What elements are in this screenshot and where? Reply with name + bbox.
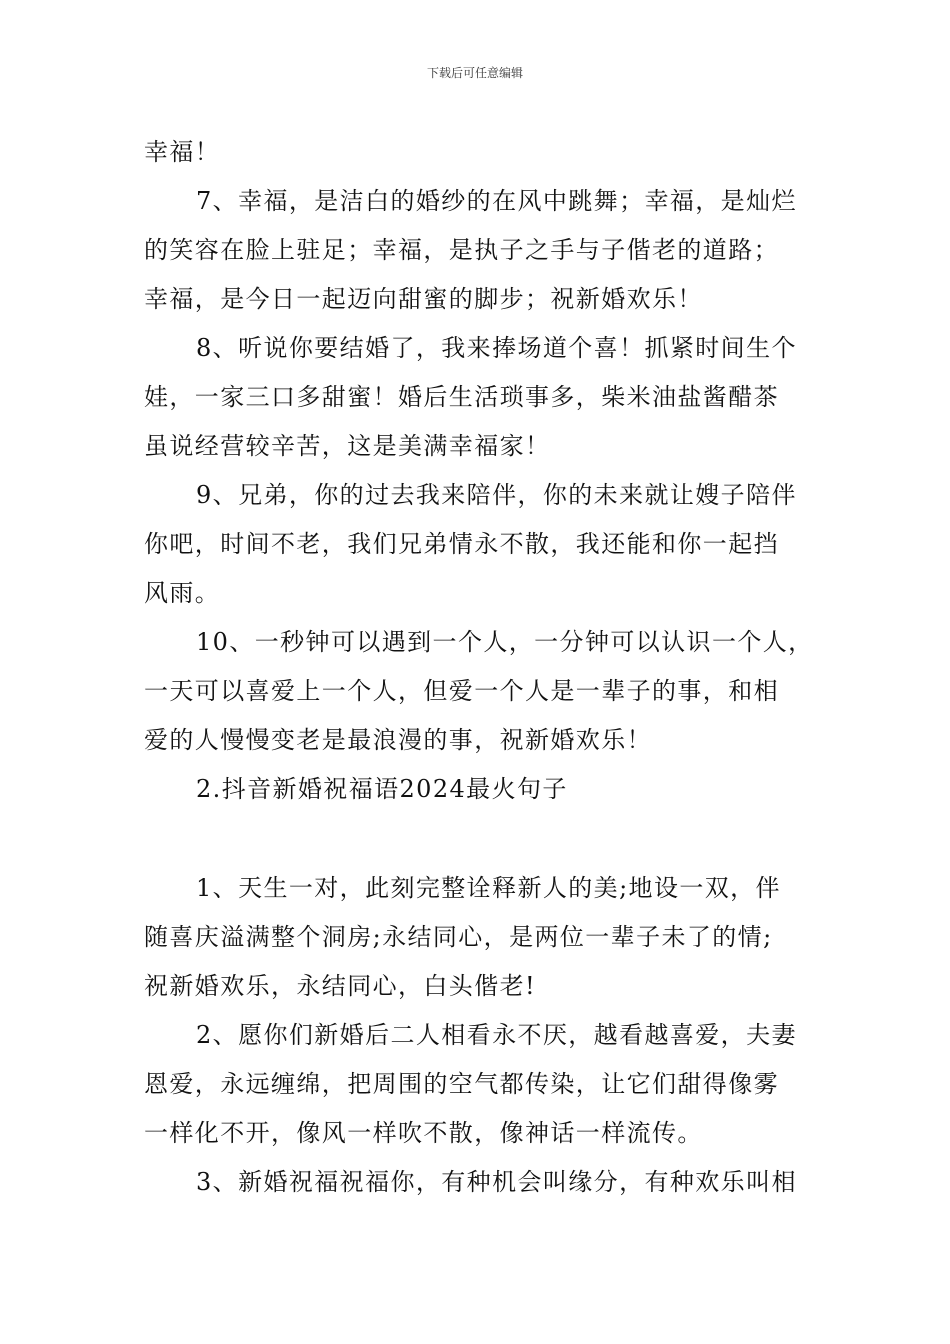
item-3-line-1: 3、新婚祝福祝福你，有种机会叫缘分，有种欢乐叫相	[196, 1168, 797, 1196]
item-1-line-2: 随喜庆溢满整个洞房;永结同心，是两位一辈子未了的情;	[144, 923, 773, 951]
item-1-line-1: 1、天生一对，此刻完整诠释新人的美;地设一双，伴	[196, 874, 781, 902]
paragraph-8-line-2: 娃，一家三口多甜蜜！婚后生活琐事多，柴米油盐酱醋茶	[144, 383, 779, 411]
item-1-line-3: 祝新婚欢乐，永结同心，白头偕老!	[144, 972, 537, 1000]
item-2-line-3: 一样化不开，像风一样吹不散，像神话一样流传。	[144, 1119, 703, 1147]
paragraph-8-line-3: 虽说经营较辛苦，这是美满幸福家！	[144, 432, 551, 460]
paragraph-7-line-2: 的笑容在脸上驻足；幸福，是执子之手与子偕老的道路；	[144, 236, 779, 264]
blank-gap	[144, 814, 816, 864]
section-heading: 2.抖音新婚祝福语2024最火句子	[196, 775, 568, 803]
paragraph-10-line-2: 一天可以喜爱上一个人，但爱一个人是一辈子的事，和相	[144, 677, 779, 705]
document-body	[144, 128, 816, 1207]
paragraph-9-line-2: 你吧，时间不老，我们兄弟情永不散，我还能和你一起挡	[144, 530, 779, 558]
item-2-line-2: 恩爱，永远缠绵，把周围的空气都传染，让它们甜得像雾	[144, 1070, 779, 1098]
paragraph-7-line-1: 7、幸福，是洁白的婚纱的在风中跳舞；幸福，是灿烂	[196, 187, 797, 215]
paragraph-10-line-3: 爱的人慢慢变老是最浪漫的事，祝新婚欢乐！	[144, 726, 652, 754]
page-header: 下载后可任意编辑	[426, 66, 523, 80]
item-2-line-1: 2、愿你们新婚后二人相看永不厌，越看越喜爱，夫妻	[196, 1021, 797, 1049]
paragraph-9-line-3: 风雨。	[144, 579, 221, 607]
paragraph-10-line-1: 10、一秒钟可以遇到一个人，一分钟可以认识一个人，	[196, 628, 814, 656]
paragraph-9-line-1: 9、兄弟，你的过去我来陪伴，你的未来就让嫂子陪伴	[196, 481, 797, 509]
text-line: 幸福！	[144, 138, 221, 166]
paragraph-8-line-1: 8、听说你要结婚了，我来捧场道个喜！抓紧时间生个	[196, 334, 797, 362]
paragraph-7-line-3: 幸福，是今日一起迈向甜蜜的脚步；祝新婚欢乐！	[144, 285, 703, 313]
